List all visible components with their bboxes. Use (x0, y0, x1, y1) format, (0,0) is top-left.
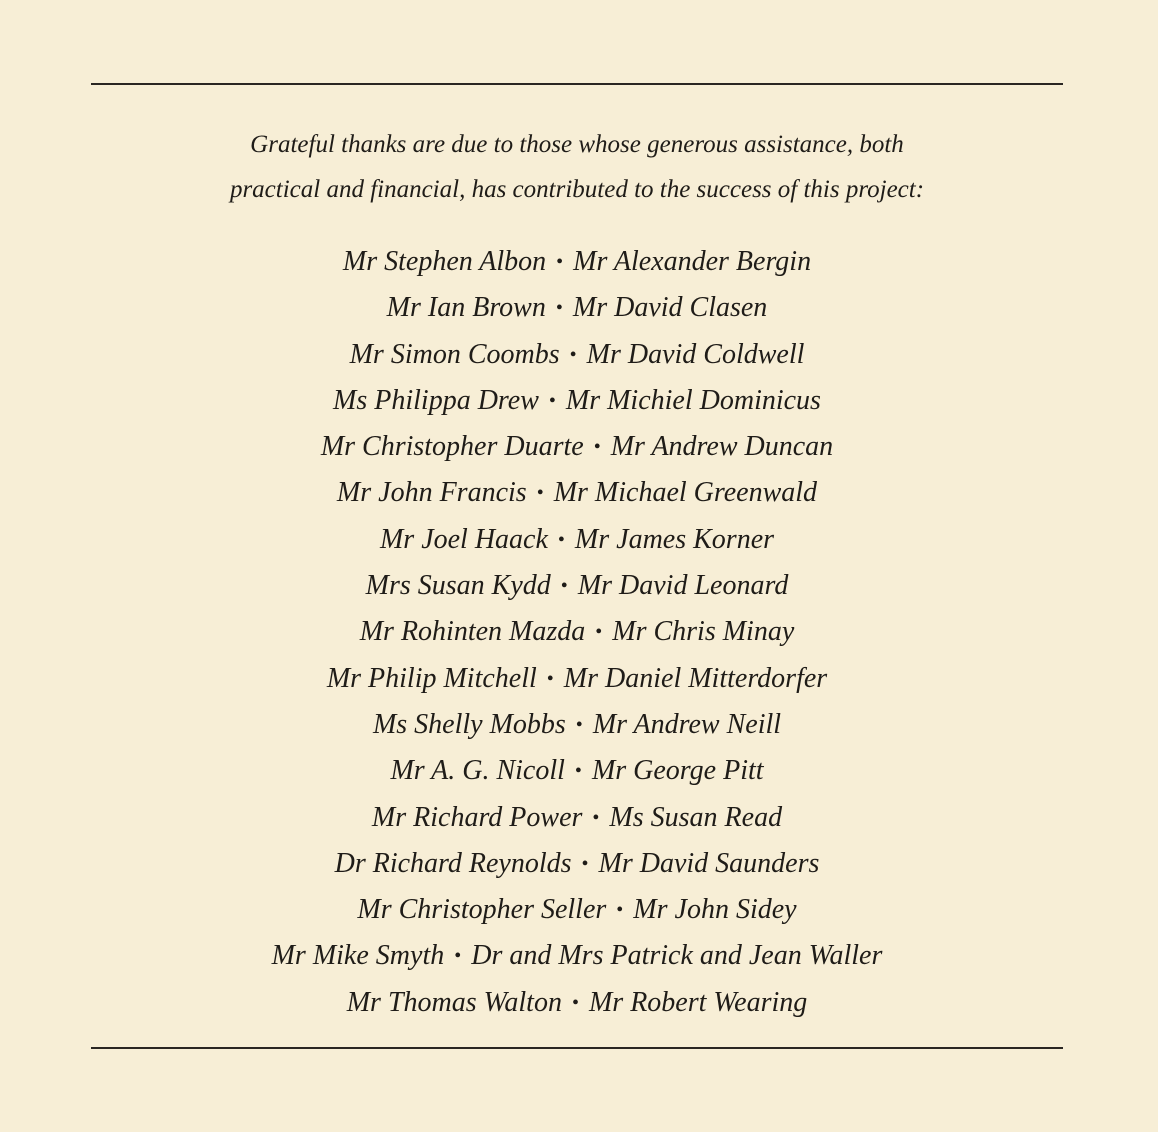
donor-name: Mr Andrew Neill (592, 708, 782, 740)
donor-name: Mr Chris Minay (612, 616, 795, 648)
bullet-separator: • (581, 852, 589, 875)
donor-row (91, 332, 1063, 378)
donor-row (91, 795, 1063, 841)
donor-name: Mr Philip Mitchell (326, 662, 537, 694)
bullet-separator: • (592, 806, 600, 829)
donor-name: Mr Joel Haack (379, 523, 548, 555)
bullet-separator: • (595, 621, 603, 644)
bullet-separator: • (616, 899, 624, 922)
donor-name: Mrs Susan Kydd (365, 570, 551, 602)
bullet-separator: • (536, 482, 544, 505)
donor-name: Mr David Coldwell (586, 338, 805, 370)
donor-name: Mr John Sidey (633, 894, 797, 926)
donor-name: Mr Richard Power (371, 801, 583, 833)
donor-name: Mr David Clasen (572, 292, 768, 324)
donor-name: Mr Michiel Dominicus (565, 384, 821, 416)
donor-name: Ms Susan Read (609, 801, 783, 833)
donor-name: Mr James Korner (574, 523, 775, 555)
donor-name: Dr Richard Reynolds (334, 847, 572, 879)
donor-row (91, 933, 1063, 979)
donor-row (91, 887, 1063, 933)
donor-name: Mr Christopher Duarte (320, 431, 584, 463)
donor-name: Mr David Saunders (598, 847, 820, 879)
bullet-separator: • (555, 297, 563, 320)
donor-row (91, 285, 1063, 331)
donor-name: Mr Alexander Bergin (573, 246, 812, 277)
donor-row (91, 424, 1063, 470)
donor-name: Mr Christopher Seller (357, 894, 607, 926)
bullet-separator: • (556, 251, 564, 273)
donor-row (91, 980, 1063, 1026)
donor-list (91, 239, 1063, 1026)
bullet-separator: • (593, 436, 601, 459)
donor-name: Mr Stephen Albon (342, 246, 547, 277)
donor-row (91, 563, 1063, 609)
donor-name: Mr George Pitt (591, 755, 764, 787)
donor-row (91, 378, 1063, 424)
bullet-separator: • (454, 945, 462, 968)
donor-name: Dr and Mrs Patrick and Jean Waller (471, 940, 883, 972)
bullet-separator: • (560, 575, 568, 598)
bullet-separator: • (569, 343, 577, 366)
bullet-separator: • (571, 991, 579, 1014)
donor-row (91, 656, 1063, 702)
donor-name: Mr Michael Greenwald (553, 477, 818, 509)
donor-name: Ms Shelly Mobbs (372, 708, 566, 740)
bullet-separator: • (575, 713, 583, 736)
bullet-separator: • (548, 389, 556, 412)
donor-name: Mr Daniel Mitterdorfer (563, 662, 828, 694)
donor-name: Ms Philippa Drew (333, 384, 539, 416)
intro-line: Grateful thanks are due to those whose generous assistance, both (250, 131, 904, 158)
bullet-separator: • (546, 667, 554, 690)
donor-row (91, 702, 1063, 748)
acknowledgement-intro (91, 122, 1063, 212)
intro-line: practical and financial, has contributed to the success of this project: (229, 176, 925, 203)
donor-name: Mr David Leonard (577, 570, 789, 602)
donor-row (91, 841, 1063, 887)
bullet-separator: • (574, 760, 582, 783)
donor-name: Mr A. G. Nicoll (390, 755, 565, 787)
top-rule (91, 83, 1063, 85)
donor-name: Mr John Francis (336, 477, 527, 509)
donor-name: Mr Andrew Duncan (610, 431, 834, 463)
donor-row (91, 517, 1063, 563)
donor-row (91, 609, 1063, 655)
donor-name: Mr Rohinten Mazda (359, 616, 586, 648)
bottom-rule (91, 1047, 1063, 1049)
donor-row (91, 470, 1063, 516)
donor-name: Mr Ian Brown (386, 292, 546, 324)
donor-row (91, 748, 1063, 794)
donor-name: Mr Robert Wearing (588, 986, 808, 1018)
donor-name: Mr Thomas Walton (346, 986, 562, 1018)
bullet-separator: • (557, 528, 565, 551)
donor-row (91, 239, 1063, 285)
donor-name: Mr Simon Coombs (349, 338, 560, 370)
donor-name: Mr Mike Smyth (271, 940, 445, 972)
